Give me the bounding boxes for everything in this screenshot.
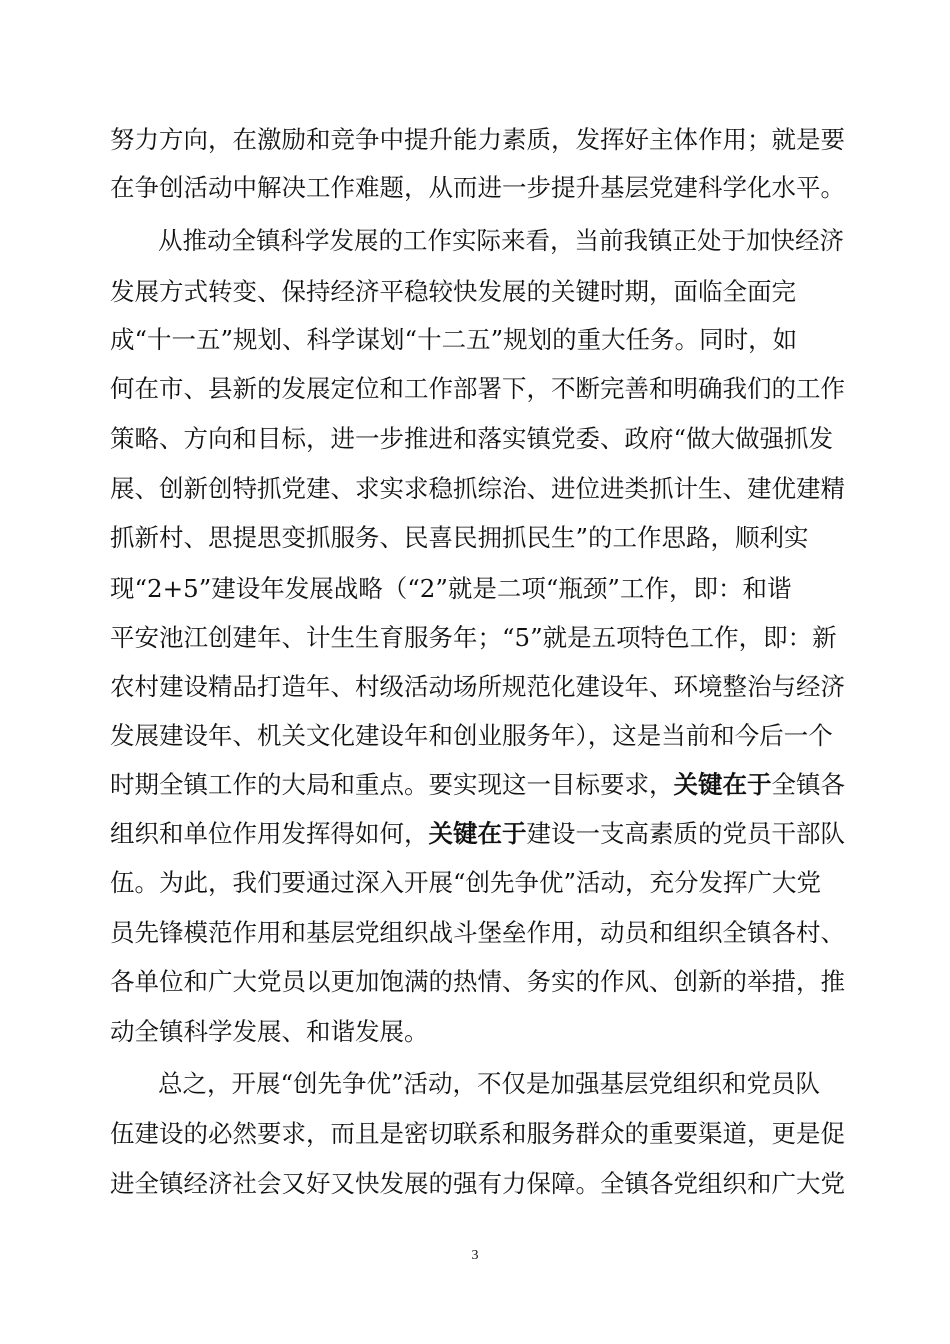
text-line: 在争创活动中解决工作难题，从而进一步提升基层党建科学化水平。 — [110, 173, 845, 202]
text-line: 抓新村、思提思变抓服务、民喜民拥抓民生”的工作思路，顺利实 — [110, 523, 809, 552]
text-segment: 组织和单位作用发挥得如何， — [110, 819, 429, 848]
text-line: 各单位和广大党员以更加饱满的热情、务实的作风、创新的举措，推 — [110, 967, 845, 996]
text-line: 伍建设的必然要求，而且是密切联系和服务群众的重要渠道，更是促 — [110, 1119, 845, 1148]
text-line: 伍。为此，我们要通过深入开展“创先争优”活动，充分发挥广大党 — [110, 868, 822, 897]
text-line: 动全镇科学发展、和谐发展。 — [110, 1017, 429, 1046]
text-line: 策略、方向和目标，进一步推进和落实镇党委、政府“做大做强抓发 — [110, 424, 834, 453]
text-line: 从推动全镇科学发展的工作实际来看，当前我镇正处于加快经济 — [158, 226, 844, 255]
text-line: 发展方式转变、保持经济平稳较快发展的关键时期，面临全面完 — [110, 277, 796, 306]
text-line: 员先锋模范作用和基层党组织战斗堡垒作用，动员和组织全镇各村、 — [110, 918, 845, 947]
text-line: 总之，开展“创先争优”活动，不仅是加强基层党组织和党员队 — [158, 1069, 821, 1098]
text-line: 现“2+5”建设年发展战略（“2”就是二项“瓶颈”工作，即：和谐 — [110, 574, 792, 603]
text-segment: 建设一支高素质的党员干部队 — [526, 819, 845, 848]
text-line: 展、创新创特抓党建、求实求稳抓综治、进位进类抓计生、建优建精 — [110, 474, 845, 503]
text-segment: 全镇各 — [771, 770, 845, 799]
text-line: 努力方向，在激励和竞争中提升能力素质，发挥好主体作用；就是要 — [110, 125, 845, 154]
text-line: 成“十一五”规划、科学谋划“十二五”规划的重大任务。同时，如 — [110, 325, 798, 354]
page-number: 3 — [471, 1248, 479, 1263]
text-line — [110, 808, 850, 860]
bold-text: 关键在于 — [673, 770, 772, 799]
text-line — [110, 759, 850, 811]
text-line: 平安池江创建年、计生生育服务年；“5”就是五项特色工作，即：新 — [110, 623, 837, 652]
text-line: 何在市、县新的发展定位和工作部署下，不断完善和明确我们的工作 — [110, 374, 845, 403]
bold-text: 关键在于 — [428, 819, 527, 848]
text-line: 农村建设精品打造年、村级活动场所规范化建设年、环境整治与经济 — [110, 672, 845, 701]
text-line: 发展建设年、机关文化建设年和创业服务年），这是当前和今后一个 — [110, 721, 833, 750]
text-line: 进全镇经济社会又好又快发展的强有力保障。全镇各党组织和广大党 — [110, 1169, 845, 1198]
text-segment: 时期全镇工作的大局和重点。要实现这一目标要求， — [110, 770, 674, 799]
